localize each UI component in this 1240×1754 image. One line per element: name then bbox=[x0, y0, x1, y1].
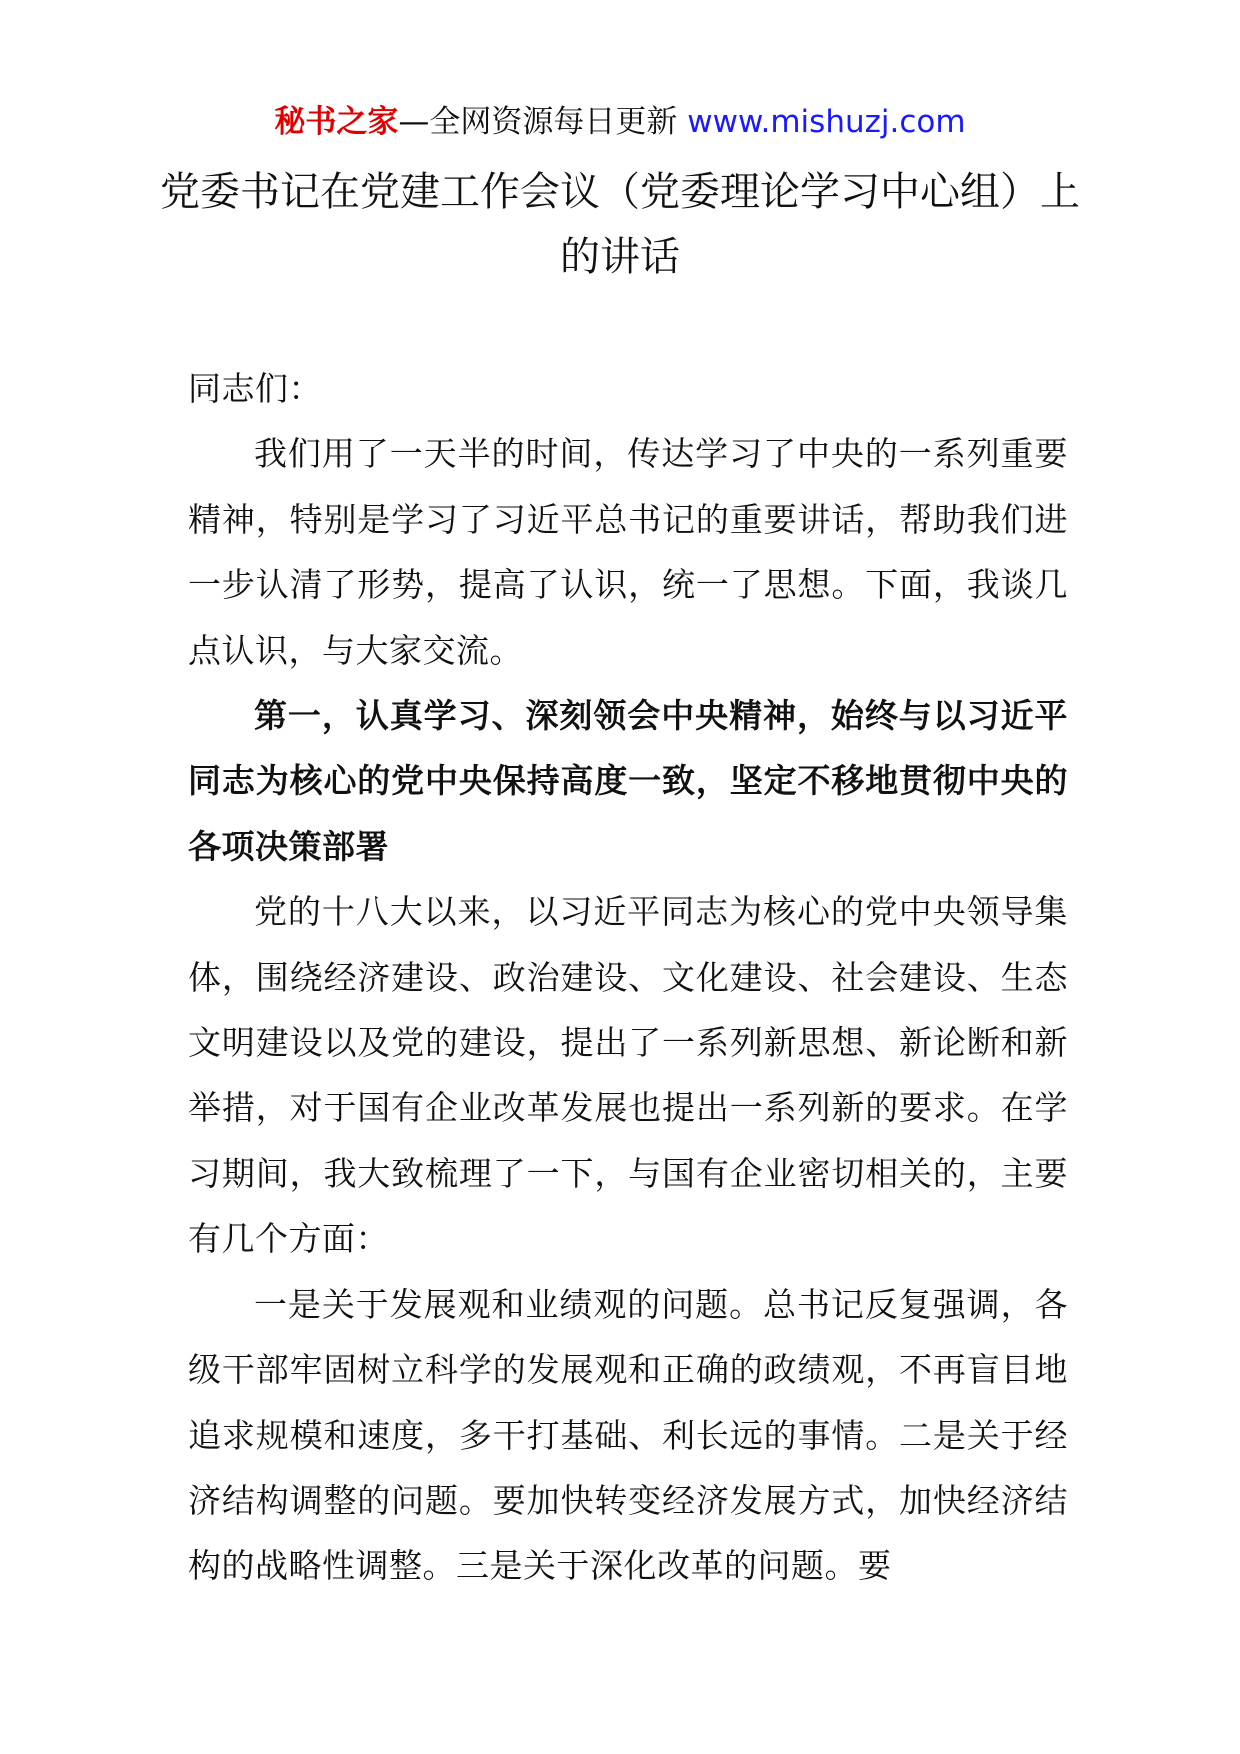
watermark-tagline: —全网资源每日更新 bbox=[398, 104, 688, 140]
body-paragraph: 党的十八大以来，以习近平同志为核心的党中央领导集体，围绕经济建设、政治建设、文化建设、社会建设、生态文明建设以及党的建设，提出了一系列新思想、新论断和新举措，对于国有企业改革发展也提出一系列新的要求。在学习期间，我大致梳理了一下，与国有企业密切相关的，主要有几个方面： bbox=[188, 892, 1068, 1259]
document-body bbox=[188, 356, 1068, 1599]
watermark-header bbox=[0, 100, 1240, 144]
body-paragraph: 一是关于发展观和业绩观的问题。总书记反复强调，各级干部牢固树立科学的发展观和正确的政绩观，不再盲目地追求规模和速度，多干打基础、利长远的事情。二是关于经济结构调整的问题。要加快转变经济发展方式，加快经济结构的战略性调整。三是关于深化改革的问题。要 bbox=[188, 1284, 1068, 1586]
watermark-brand: 秘书之家 bbox=[274, 104, 399, 140]
document-title: 党委书记在党建工作会议（党委理论学习中心组）上的讲话 bbox=[160, 169, 1080, 280]
salutation: 同志们： bbox=[188, 369, 322, 408]
section-heading: 第一，认真学习、深刻领会中央精神，始终与以习近平同志为核心的党中央保持高度一致，坚定不移地贯彻中央的各项决策部署 bbox=[188, 696, 1068, 866]
watermark-url[interactable]: www.mishuzj.com bbox=[687, 104, 966, 140]
body-paragraph: 我们用了一天半的时间，传达学习了中央的一系列重要精神，特别是学习了习近平总书记的重要讲话，帮助我们进一步认清了形势，提高了认识，统一了思想。下面，我谈几点认识，与大家交流。 bbox=[188, 434, 1068, 670]
